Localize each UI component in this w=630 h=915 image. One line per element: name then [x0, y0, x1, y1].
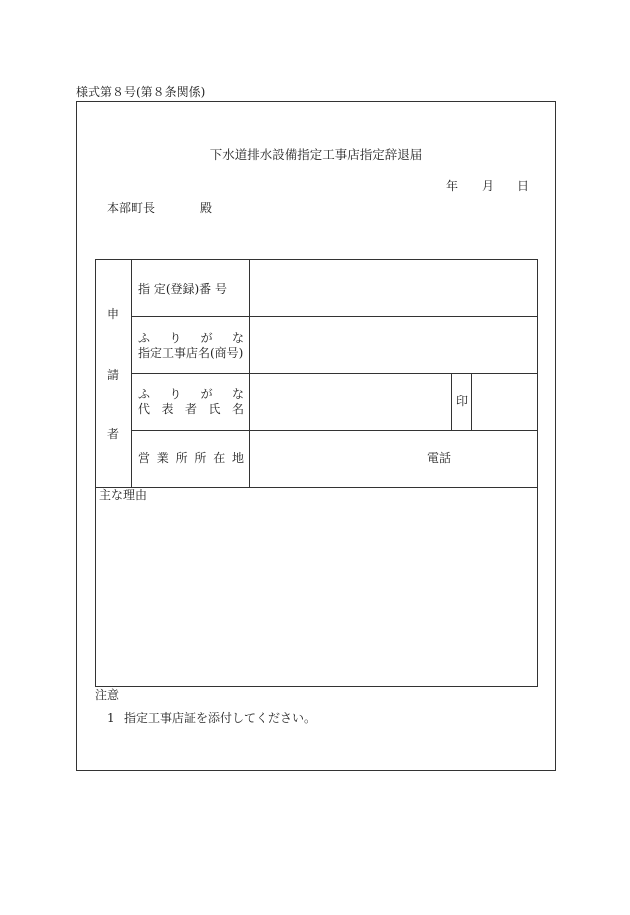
form-number: 様式第８号(第８条関係) [76, 85, 206, 99]
date-year-label: 年 [446, 179, 459, 193]
document-title: 下水道排水設備指定工事店指定辞退届 [209, 147, 423, 162]
applicant-label-char-2: 請 [107, 368, 120, 382]
store-furigana-label: ふ り が な [138, 331, 244, 345]
representative-furigana-label: ふ り が な [138, 387, 244, 401]
applicant-label-char-3: 者 [107, 427, 120, 441]
addressee-name: 本部町長 [107, 201, 156, 215]
addressee-honorific: 殿 [200, 201, 213, 215]
representative-name-label: 代 表 者 氏 名 [138, 402, 244, 416]
registration-number-label: 指 定(登録)番 号 [138, 282, 227, 296]
reason-label: 主な理由 [99, 488, 148, 502]
seal-label: 印 [456, 394, 469, 408]
store-name-label: 指定工事店名(商号) [138, 346, 244, 360]
note-item-number: 1 [107, 711, 115, 725]
notes-heading: 注意 [95, 688, 120, 702]
applicant-table [95, 259, 538, 687]
date-month-label: 月 [482, 179, 495, 193]
applicant-label-char-1: 申 [107, 307, 120, 321]
date-day-label: 日 [517, 179, 530, 193]
phone-label: 電話 [427, 451, 452, 465]
office-address-label: 営 業 所 所 在 地 [138, 451, 244, 465]
note-item-text: 指定工事店証を添付してください。 [124, 711, 317, 725]
